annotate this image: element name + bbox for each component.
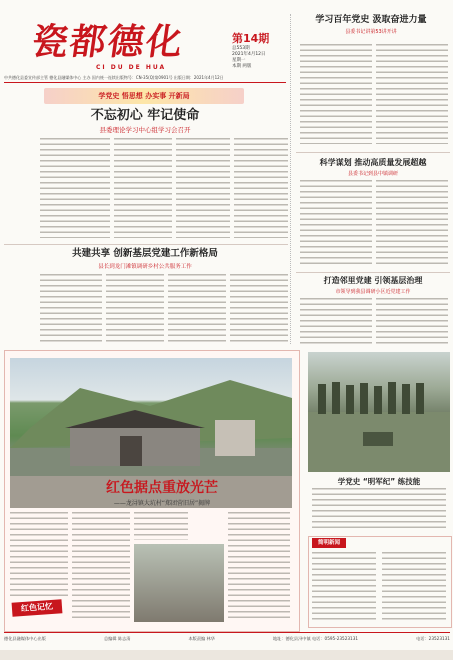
lead-col-3 [176,138,230,238]
footer-mid-3: 地址：德化县浔中镇 电话：0595-23523131 [272,636,359,641]
issue-weekday: 星期一 [232,58,246,63]
masthead-title: 瓷都德化 [29,21,187,63]
footer [4,636,450,642]
issue-date: 2021年4月12日 [232,52,266,57]
issue-number: 第14期 [232,32,270,45]
second-col-2 [106,274,164,344]
masthead-pinyin: CI DU DE HUA [96,64,167,71]
notice-title: 简明新闻 [312,538,346,548]
sidebar-bot-col-1 [300,298,372,346]
caption-photo-illustration [308,352,450,472]
sidebar-bot-subtitle: 市领导到我县调研小区近党建工作 [335,289,411,295]
second-title: 共建共享 创新基层党建工作新格局 [72,248,218,259]
sidebar-mid-title: 科学谋划 推动高质量发展超越 [319,158,427,167]
feature-title: 红色据点重放光芒 [106,480,218,496]
total-issue: 总553期 [232,46,250,51]
issue-organizer: 本期 两版 [232,64,252,69]
bottom-strip [0,650,453,660]
lead-subtitle: 县委理论学习中心组学习会召开 [99,126,191,134]
lead-title: 不忘初心 牢记使命 [90,108,200,123]
footer-mid-1: 总编辑 陈志清 [103,636,131,641]
lead-col-2 [114,138,172,238]
footer-left: 德化县融媒体中心出版 [4,636,46,641]
second-col-3 [168,274,226,344]
second-col-1 [40,274,102,344]
issue-box [232,30,284,70]
footer-rule [4,632,450,633]
lead-banner: 学党史 悟思想 办实事 开新局 [44,88,244,104]
feature-col-1 [10,512,68,596]
masthead-info-line: 中共德化县委宣传部主管 德化县融媒体中心 主办 国内统一连续出版物号：CN-35(Q)第0901号 出版日期：2021年4月12日 [4,75,224,80]
feature-col-2 [72,512,130,622]
caption-text [312,488,446,530]
sidebar-top-col-2 [376,44,448,144]
caption-photo [308,352,450,472]
sidebar-divider-2 [296,272,450,273]
notice-col-2 [382,552,446,622]
sidebar-bot-title: 打造邻里党建 引领基层治理 [323,276,423,285]
footer-right: 电话：23523131 [416,636,450,641]
sidebar-bot-col-2 [376,298,448,346]
sidebar-mid-col-1 [300,180,372,266]
sidebar-mid-subtitle: 县委书记到县中镇调研 [347,171,398,177]
masthead-rule [4,82,286,83]
feature-subtitle: ——龙浔镇大坑村“郑团营旧居”揭牌 [113,500,211,507]
feature-col-4 [228,512,290,622]
lead-divider [4,244,288,245]
sidebar-divider-1 [296,152,450,153]
feature-tag: 红色记忆 [12,599,63,616]
notice-col-1 [312,552,376,622]
lead-col-1 [40,138,110,238]
sidebar-top [292,14,450,35]
sidebar-mid-col-2 [376,180,448,266]
second-col-4 [230,274,288,344]
feature-col-3 [134,512,188,540]
sidebar-divider [290,14,291,344]
feature-photo-small [134,544,224,622]
sidebar-top-subtitle: 县委书记讲第53讲开讲 [345,29,397,35]
second-subtitle: 县长到龙门滩镇调研乡村公共服务工作 [98,264,192,270]
lead-col-4 [234,138,288,238]
sidebar-top-col-1 [300,44,372,144]
footer-mid-2: 本版责编 林华 [188,636,215,641]
sidebar-top-title: 学习百年党史 汲取奋进力量 [315,15,427,25]
caption-title: 学党史 “明军纪” 练技能 [337,477,421,486]
